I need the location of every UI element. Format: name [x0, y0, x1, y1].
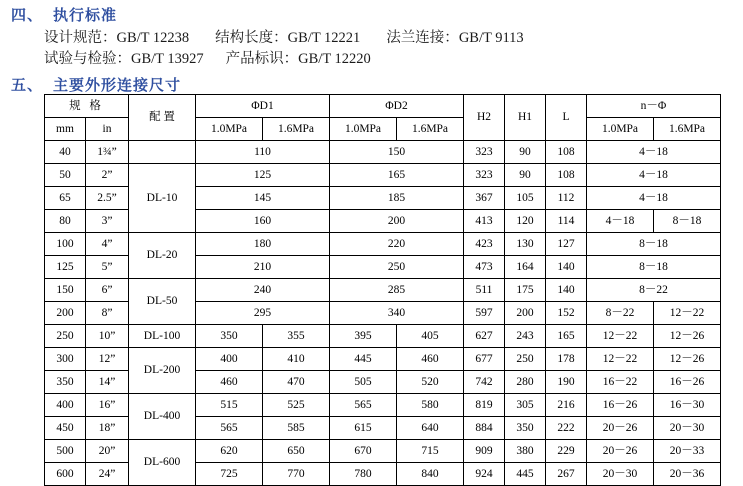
- cell-h2: 627: [464, 325, 505, 348]
- cell-n-16: 12－26: [654, 348, 721, 371]
- cell-d1-16: 410: [263, 348, 330, 371]
- cell-l: 108: [546, 164, 587, 187]
- dimensions-table-wrap: [44, 94, 721, 486]
- cell-h1: 243: [505, 325, 546, 348]
- cell-n-16: 12－22: [654, 302, 721, 325]
- cell-n-10: 16－26: [587, 394, 654, 417]
- cell-n-10: 12－22: [587, 325, 654, 348]
- cell-d2-16: 405: [397, 325, 464, 348]
- standard-label: 试验与检验：: [44, 51, 131, 67]
- cell-n: 8－22: [587, 279, 721, 302]
- cell-d2-10: 445: [330, 348, 397, 371]
- table-row: [45, 279, 721, 302]
- cell-size-in: 12”: [86, 348, 129, 371]
- cell-h2: 323: [464, 164, 505, 187]
- cell-size-mm: 500: [45, 440, 86, 463]
- cell-size-in: 6”: [86, 279, 129, 302]
- cell-n-16: 20－30: [654, 417, 721, 440]
- cell-l: 190: [546, 371, 587, 394]
- cell-d1-16: 770: [263, 463, 330, 486]
- table-head: [45, 95, 721, 141]
- cell-size-mm: 125: [45, 256, 86, 279]
- cell-d2-10: 615: [330, 417, 397, 440]
- cell-d1: 210: [196, 256, 330, 279]
- cell-n-16: 8－18: [654, 210, 721, 233]
- cell-size-mm: 600: [45, 463, 86, 486]
- cell-h2: 742: [464, 371, 505, 394]
- cell-n-10: 20－30: [587, 463, 654, 486]
- cell-size-mm: 40: [45, 141, 86, 164]
- cell-d2-16: 715: [397, 440, 464, 463]
- cell-d1-10: 565: [196, 417, 263, 440]
- standard-item: [226, 49, 371, 70]
- standard-value: GB/T 13927: [131, 51, 204, 67]
- standard-item: [44, 28, 189, 49]
- col-header-l: L: [546, 95, 587, 141]
- cell-d2-10: 780: [330, 463, 397, 486]
- cell-h2: 323: [464, 141, 505, 164]
- table-body: [45, 141, 721, 486]
- cell-h1: 120: [505, 210, 546, 233]
- cell-config: DL-50: [129, 279, 196, 325]
- col-header-h2: H2: [464, 95, 505, 141]
- cell-d1-16: 525: [263, 394, 330, 417]
- cell-n: 4－18: [587, 141, 721, 164]
- cell-d2: 250: [330, 256, 464, 279]
- cell-h2: 924: [464, 463, 505, 486]
- cell-n-10: 8－22: [587, 302, 654, 325]
- cell-d2: 340: [330, 302, 464, 325]
- cell-d2-16: 640: [397, 417, 464, 440]
- section-heading-dimensions: [11, 74, 181, 95]
- cell-h2: 819: [464, 394, 505, 417]
- cell-size-in: 5”: [86, 256, 129, 279]
- col-header-d2-10: 1.0MPa: [330, 118, 397, 141]
- cell-config: DL-20: [129, 233, 196, 279]
- cell-d2-10: 565: [330, 394, 397, 417]
- cell-n-16: 20－36: [654, 463, 721, 486]
- cell-l: 108: [546, 141, 587, 164]
- cell-h2: 423: [464, 233, 505, 256]
- cell-d2-16: 460: [397, 348, 464, 371]
- col-header-h1: H1: [505, 95, 546, 141]
- cell-d1-16: 470: [263, 371, 330, 394]
- cell-h1: 175: [505, 279, 546, 302]
- cell-d2: 185: [330, 187, 464, 210]
- section-number: 五、: [11, 77, 44, 94]
- cell-d1: 125: [196, 164, 330, 187]
- cell-n-16: 20－33: [654, 440, 721, 463]
- cell-d2-10: 505: [330, 371, 397, 394]
- cell-h2: 677: [464, 348, 505, 371]
- cell-d1-10: 620: [196, 440, 263, 463]
- cell-d2: 200: [330, 210, 464, 233]
- cell-n-16: 12－26: [654, 325, 721, 348]
- cell-h1: 250: [505, 348, 546, 371]
- cell-size-mm: 80: [45, 210, 86, 233]
- standard-label: 结构长度：: [215, 30, 288, 46]
- cell-l: 267: [546, 463, 587, 486]
- cell-l: 165: [546, 325, 587, 348]
- table-row: [45, 325, 721, 348]
- standard-item: [386, 28, 523, 49]
- standards-list: [44, 28, 524, 70]
- cell-h1: 350: [505, 417, 546, 440]
- table-row: [45, 348, 721, 371]
- cell-l: 140: [546, 256, 587, 279]
- cell-d2: 150: [330, 141, 464, 164]
- cell-h1: 305: [505, 394, 546, 417]
- cell-size-in: 14”: [86, 371, 129, 394]
- cell-size-in: 16”: [86, 394, 129, 417]
- table-row: [45, 164, 721, 187]
- cell-size-in: 24”: [86, 463, 129, 486]
- cell-d2-10: 670: [330, 440, 397, 463]
- col-header-d1-16: 1.6MPa: [263, 118, 330, 141]
- col-header-n: n－Φ: [587, 95, 721, 118]
- cell-config: DL-600: [129, 440, 196, 486]
- cell-n-16: 16－30: [654, 394, 721, 417]
- cell-h1: 164: [505, 256, 546, 279]
- cell-l: 127: [546, 233, 587, 256]
- table-row: [45, 440, 721, 463]
- cell-d1: 145: [196, 187, 330, 210]
- cell-size-mm: 250: [45, 325, 86, 348]
- cell-h2: 884: [464, 417, 505, 440]
- cell-d2-16: 840: [397, 463, 464, 486]
- cell-h1: 280: [505, 371, 546, 394]
- standard-value: GB/T 12220: [298, 51, 371, 67]
- cell-size-in: 1¾”: [86, 141, 129, 164]
- standards-line-2: [44, 49, 524, 70]
- cell-size-mm: 100: [45, 233, 86, 256]
- cell-config: DL-100: [129, 325, 196, 348]
- cell-l: 216: [546, 394, 587, 417]
- cell-size-mm: 65: [45, 187, 86, 210]
- cell-size-mm: 200: [45, 302, 86, 325]
- cell-size-in: 2”: [86, 164, 129, 187]
- cell-d1-10: 400: [196, 348, 263, 371]
- cell-d1-16: 650: [263, 440, 330, 463]
- cell-d1: 110: [196, 141, 330, 164]
- standard-item: [215, 28, 360, 49]
- cell-size-mm: 400: [45, 394, 86, 417]
- col-header-d2: ΦD2: [330, 95, 464, 118]
- cell-size-in: 18”: [86, 417, 129, 440]
- standard-item: [44, 49, 204, 70]
- cell-size-in: 8”: [86, 302, 129, 325]
- cell-d1: 240: [196, 279, 330, 302]
- cell-h1: 130: [505, 233, 546, 256]
- cell-h1: 90: [505, 141, 546, 164]
- cell-d1-10: 515: [196, 394, 263, 417]
- cell-size-in: 4”: [86, 233, 129, 256]
- cell-d2: 165: [330, 164, 464, 187]
- cell-n-16: 16－26: [654, 371, 721, 394]
- cell-d1-10: 350: [196, 325, 263, 348]
- col-header-config: 配 置: [129, 95, 196, 141]
- cell-l: 140: [546, 279, 587, 302]
- cell-config: DL-400: [129, 394, 196, 440]
- standard-value: GB/T 12238: [116, 30, 190, 46]
- cell-d1: 295: [196, 302, 330, 325]
- cell-size-mm: 150: [45, 279, 86, 302]
- cell-n-10: 12－22: [587, 348, 654, 371]
- cell-h2: 511: [464, 279, 505, 302]
- cell-l: 178: [546, 348, 587, 371]
- cell-l: 222: [546, 417, 587, 440]
- standard-value: GB/T 9113: [458, 30, 524, 46]
- cell-n-10: 4－18: [587, 210, 654, 233]
- cell-h2: 597: [464, 302, 505, 325]
- cell-h1: 200: [505, 302, 546, 325]
- cell-config: DL-200: [129, 348, 196, 394]
- col-header-mm: mm: [45, 118, 86, 141]
- cell-h2: 367: [464, 187, 505, 210]
- cell-h1: 445: [505, 463, 546, 486]
- col-header-spec: 规 格: [45, 95, 129, 118]
- cell-l: 152: [546, 302, 587, 325]
- standards-line-1: [44, 28, 524, 49]
- section-number: 四、: [11, 7, 44, 24]
- cell-l: 112: [546, 187, 587, 210]
- cell-size-mm: 300: [45, 348, 86, 371]
- cell-config: DL-10: [129, 164, 196, 233]
- cell-d1: 180: [196, 233, 330, 256]
- cell-size-mm: 450: [45, 417, 86, 440]
- section-heading-standards: [11, 4, 117, 25]
- cell-n-10: 20－26: [587, 440, 654, 463]
- table-header-row-1: [45, 95, 721, 118]
- col-header-n-10: 1.0MPa: [587, 118, 654, 141]
- cell-d2: 220: [330, 233, 464, 256]
- cell-size-in: 3”: [86, 210, 129, 233]
- cell-n-10: 20－26: [587, 417, 654, 440]
- cell-d2: 285: [330, 279, 464, 302]
- cell-d1-16: 355: [263, 325, 330, 348]
- col-header-n-16: 1.6MPa: [654, 118, 721, 141]
- cell-h1: 90: [505, 164, 546, 187]
- col-header-d1: ΦD1: [196, 95, 330, 118]
- cell-n-10: 16－22: [587, 371, 654, 394]
- cell-n: 8－18: [587, 233, 721, 256]
- standard-value: GB/T 12221: [287, 30, 361, 46]
- standard-label: 设计规范：: [44, 30, 117, 46]
- col-header-d1-10: 1.0MPa: [196, 118, 263, 141]
- cell-d2-16: 580: [397, 394, 464, 417]
- cell-n: 4－18: [587, 164, 721, 187]
- cell-h2: 909: [464, 440, 505, 463]
- cell-size-in: 10”: [86, 325, 129, 348]
- cell-d1-16: 585: [263, 417, 330, 440]
- cell-h1: 380: [505, 440, 546, 463]
- table-row: [45, 394, 721, 417]
- col-header-in: in: [86, 118, 129, 141]
- cell-n: 8－18: [587, 256, 721, 279]
- section-title: 执行标准: [53, 7, 118, 24]
- cell-h2: 473: [464, 256, 505, 279]
- cell-l: 229: [546, 440, 587, 463]
- cell-d1: 160: [196, 210, 330, 233]
- dimensions-table: [44, 94, 721, 486]
- cell-config: [129, 141, 196, 164]
- table-row: [45, 233, 721, 256]
- cell-n: 4－18: [587, 187, 721, 210]
- cell-size-in: 20”: [86, 440, 129, 463]
- section-title: 主要外形连接尺寸: [53, 77, 182, 94]
- standard-label: 产品标识：: [225, 51, 299, 67]
- cell-h1: 105: [505, 187, 546, 210]
- col-header-d2-16: 1.6MPa: [397, 118, 464, 141]
- cell-d1-10: 725: [196, 463, 263, 486]
- cell-l: 114: [546, 210, 587, 233]
- cell-size-in: 2.5”: [86, 187, 129, 210]
- cell-h2: 413: [464, 210, 505, 233]
- cell-size-mm: 50: [45, 164, 86, 187]
- standard-label: 法兰连接：: [386, 30, 459, 46]
- table-row: [45, 141, 721, 164]
- cell-size-mm: 350: [45, 371, 86, 394]
- cell-d1-10: 460: [196, 371, 263, 394]
- cell-d2-10: 395: [330, 325, 397, 348]
- cell-d2-16: 520: [397, 371, 464, 394]
